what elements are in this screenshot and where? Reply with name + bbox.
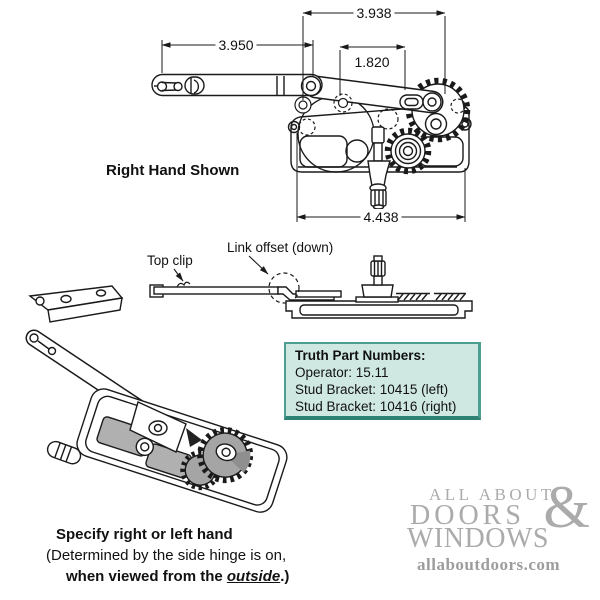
logo-domain: allaboutdoors.com (417, 555, 561, 574)
top-view-diagram (152, 13, 471, 222)
parts-box-line-bracket-right: Stud Bracket: 10416 (right) (295, 399, 457, 414)
link-offset-label: Link offset (down) (227, 240, 334, 255)
note-line-2: (Determined by the side hinge is on, (46, 547, 287, 564)
note-line-3-prefix: when viewed from the (66, 568, 227, 585)
dim-inner-label: 1.820 (351, 54, 392, 70)
operator-arm (152, 75, 322, 96)
note-line-3-emphasis: outside (226, 568, 281, 585)
dim-top-label: 3.938 (353, 5, 394, 21)
logo-all-about: ALL ABOUT (429, 485, 555, 504)
note-line-3 (66, 566, 318, 587)
logo-doors: DOORS (410, 500, 525, 531)
side-shaft-tower (356, 256, 398, 302)
caption-right-hand-shown: Right Hand Shown (106, 162, 240, 179)
parts-box-line-bracket-left: Stud Bracket: 10415 (left) (295, 382, 449, 397)
side-link-arm (150, 282, 341, 300)
perspective-diagram (30, 286, 290, 515)
logo-windows: WINDOWS (407, 523, 549, 554)
parts-box-title: Truth Part Numbers: (295, 348, 426, 363)
logo-ampersand: & (543, 474, 590, 540)
hand-specification-note (38, 524, 318, 587)
top-clip-label: Top clip (147, 253, 193, 268)
perspective-housing (74, 386, 291, 516)
parts-box-line-operator: Operator: 15.11 (295, 365, 389, 380)
dim-arm-label: 3.950 (215, 37, 256, 53)
all-about-doors-windows-logo (407, 474, 590, 574)
top-clip-bracket (30, 286, 122, 322)
truth-part-numbers-box (284, 342, 481, 420)
dim-base-label: 4.438 (360, 209, 401, 225)
side-view-diagram (150, 256, 472, 318)
note-line-1: Specify right or left hand (56, 526, 233, 543)
note-line-3-suffix: .) (280, 568, 290, 585)
